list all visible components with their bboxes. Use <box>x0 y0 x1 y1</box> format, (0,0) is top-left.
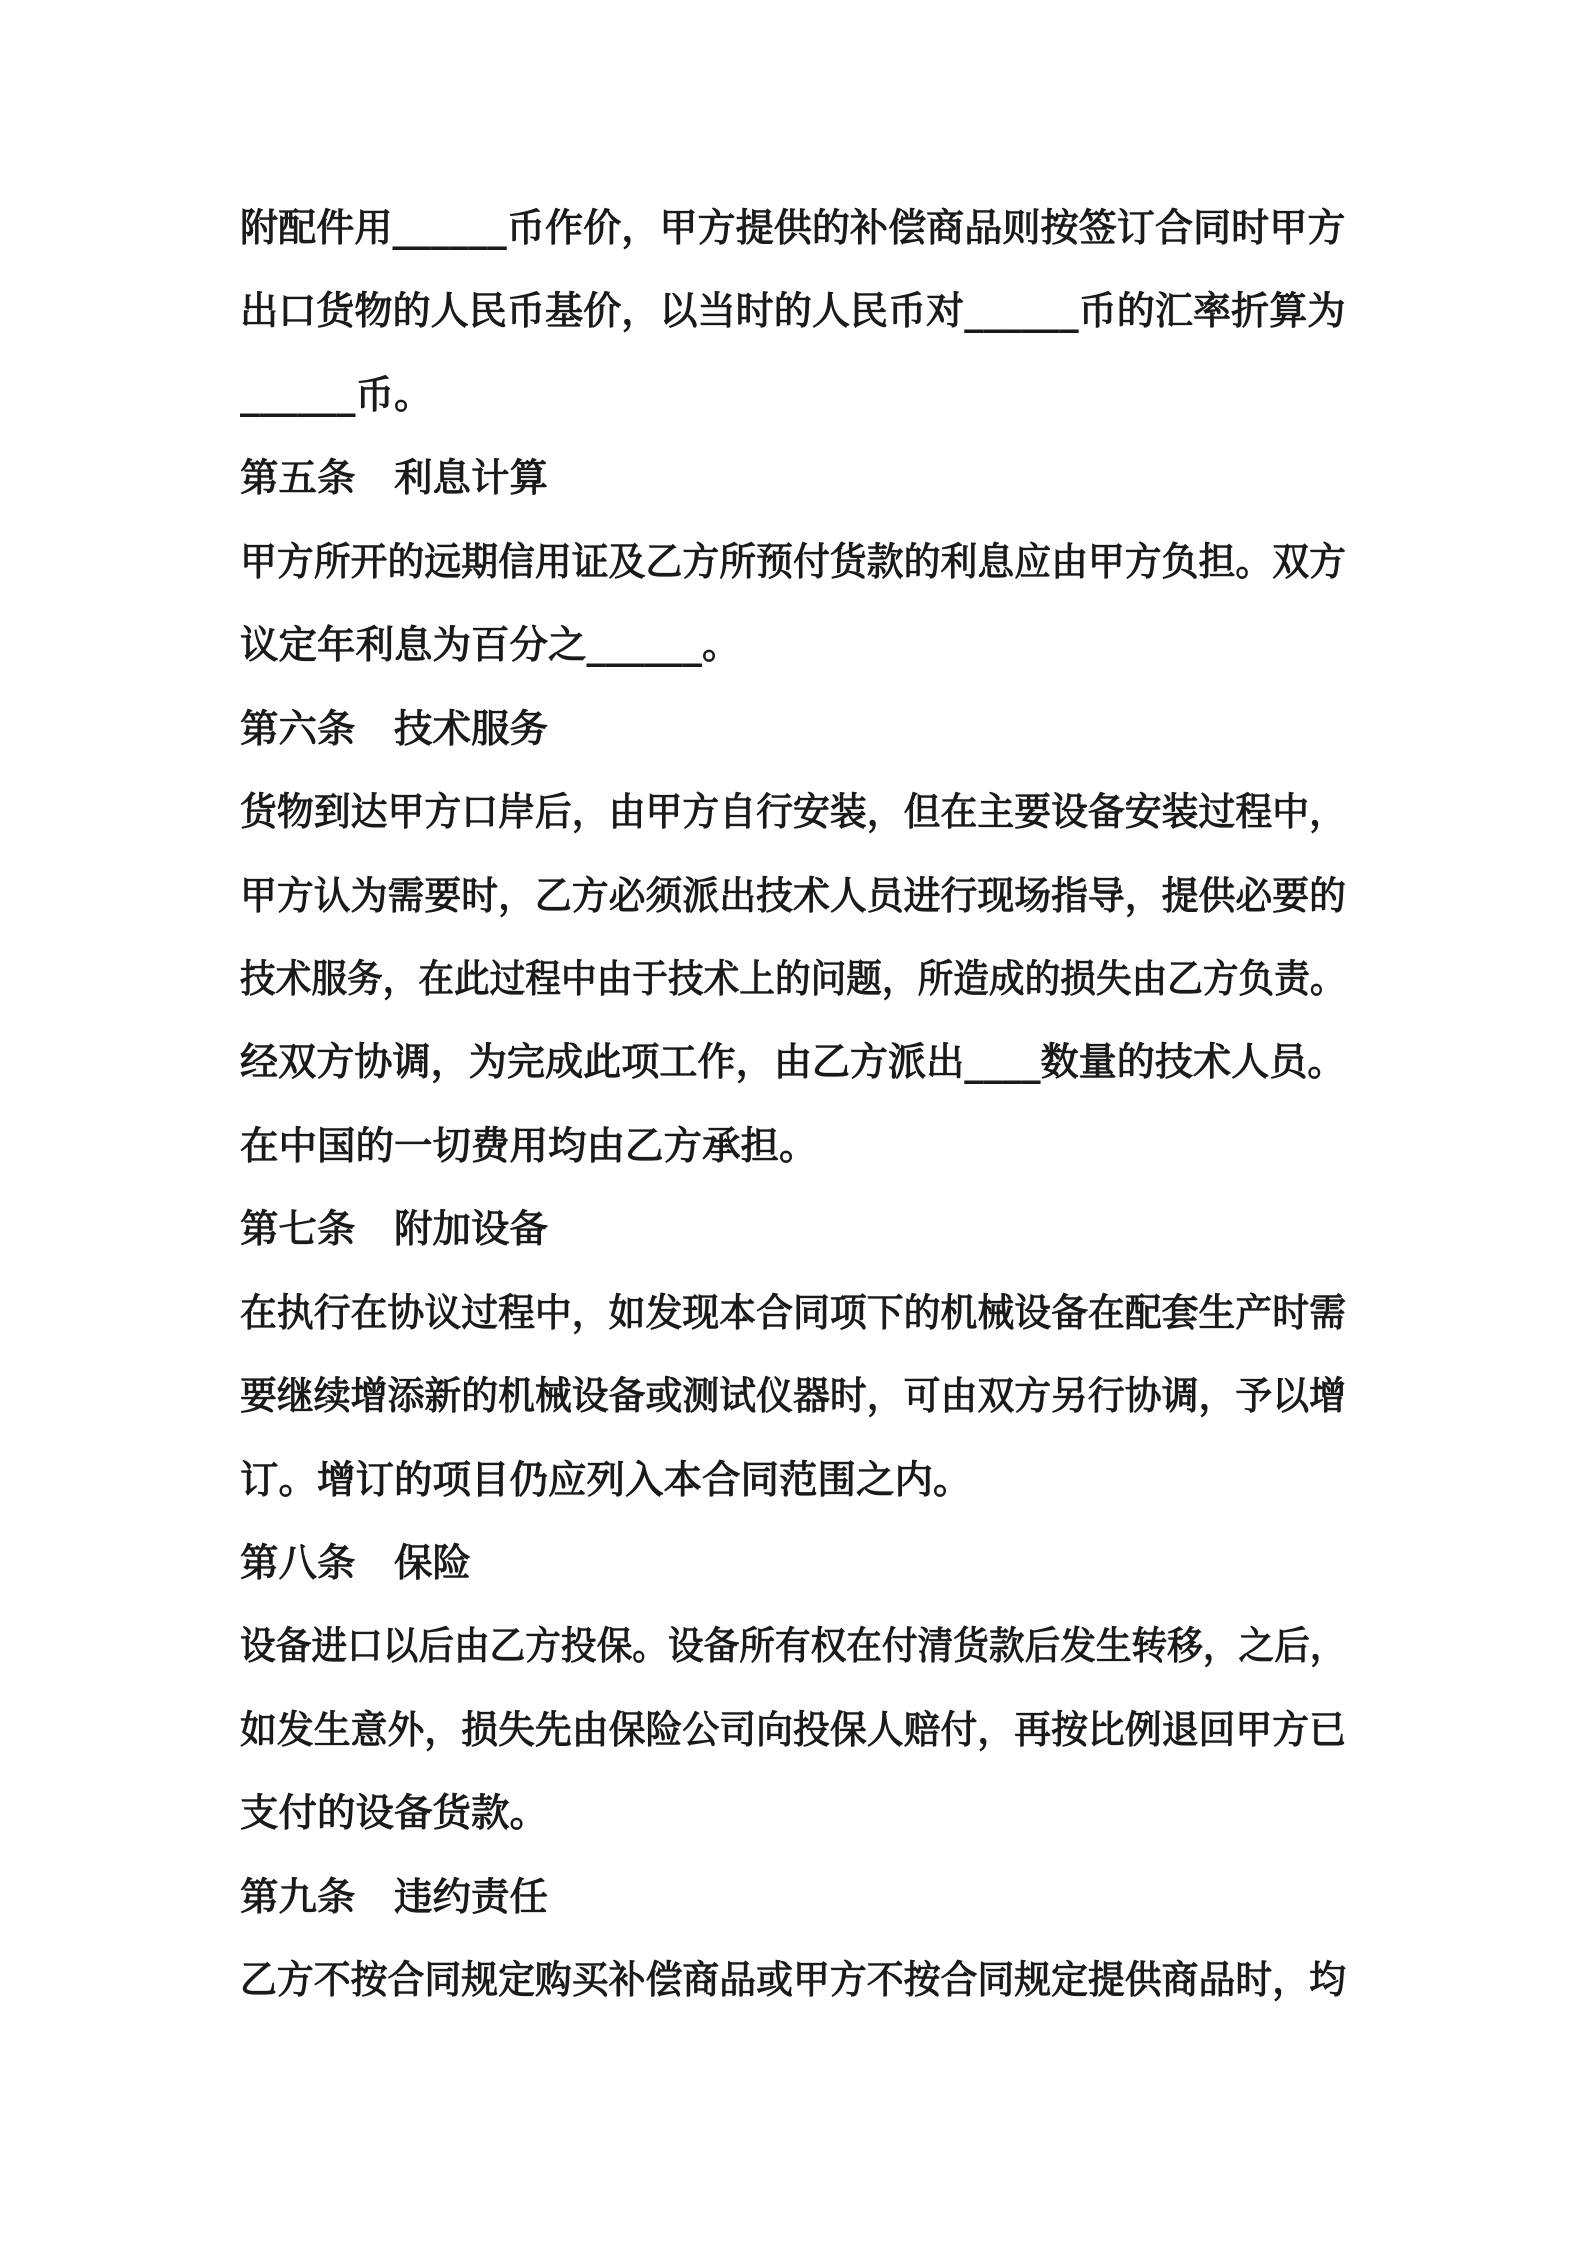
text-line: 在中国的一切费用均由乙方承担。 <box>240 1124 818 1169</box>
text-line: 在执行在协议过程中，如发现本合同项下的机械设备在配套生产时需 <box>240 1291 1347 1336</box>
text-line: 出口货物的人民币基价，以当时的人民币对______币的汇率折算为 <box>240 289 1346 334</box>
text-line: 技术服务，在此过程中由于技术上的问题，所造成的损失由乙方负责。 <box>240 957 1346 1002</box>
text-line: 设备进口以后由乙方投保。设备所有权在付清货款后发生转移，之后， <box>240 1624 1346 1669</box>
section-heading: 第七条 附加设备 <box>240 1207 549 1252</box>
text-line: ______币。 <box>240 373 433 418</box>
text-line: 订。增订的项目仍应列入本合同范围之内。 <box>240 1458 972 1503</box>
text-line: 经双方协调，为完成此项工作，由乙方派出____数量的技术人员。 <box>240 1040 1346 1085</box>
text-line: 货物到达甲方口岸后，由甲方自行安装，但在主要设备安装过程中， <box>240 790 1347 835</box>
section-heading: 第五条 利息计算 <box>240 456 549 501</box>
text-line: 议定年利息为百分之______。 <box>240 623 741 668</box>
text-line: 支付的设备货款。 <box>240 1791 549 1836</box>
section-heading: 第六条 技术服务 <box>240 707 549 752</box>
text-line: 甲方所开的远期信用证及乙方所预付货款的利息应由甲方负担。双方 <box>240 540 1347 585</box>
section-heading: 第八条 保险 <box>240 1541 472 1586</box>
text-line: 甲方认为需要时，乙方必须派出技术人员进行现场指导，提供必要的 <box>240 874 1347 919</box>
text-line: 要继续增添新的机械设备或测试仪器时，可由双方另行协调，予以增 <box>240 1374 1347 1419</box>
section-heading: 第九条 违约责任 <box>240 1875 549 1920</box>
text-line: 如发生意外，损失先由保险公司向投保人赔付，再按比例退回甲方已 <box>240 1708 1347 1753</box>
text-line: 附配件用______币作价，甲方提供的补偿商品则按签订合同时甲方 <box>240 206 1346 251</box>
text-line: 乙方不按合同规定购买补偿商品或甲方不按合同规定提供商品时，均 <box>240 1958 1347 2003</box>
